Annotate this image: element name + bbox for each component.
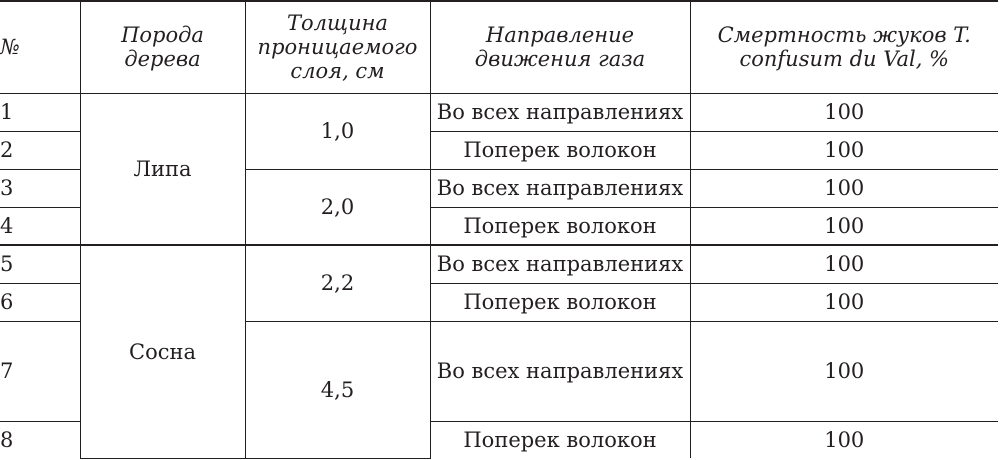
row-number: 8 <box>0 421 80 458</box>
table-body <box>0 93 998 458</box>
row-number: 6 <box>0 283 80 321</box>
thickness-cell: 4,5 <box>245 321 430 458</box>
mortality-cell: 100 <box>690 131 998 169</box>
row-number: 7 <box>0 321 80 421</box>
header-species: Порода дерева <box>80 1 245 93</box>
thickness-cell: 2,0 <box>245 169 430 245</box>
direction-cell: Поперек волокон <box>430 131 690 169</box>
direction-cell: Поперек волокон <box>430 283 690 321</box>
mortality-cell: 100 <box>690 93 998 131</box>
header-thickness: Толщина проницаемого слоя, см <box>245 1 430 93</box>
mortality-cell: 100 <box>690 283 998 321</box>
thickness-cell: 2,2 <box>245 245 430 321</box>
species-cell: Сосна <box>80 245 245 458</box>
thickness-cell: 1,0 <box>245 93 430 169</box>
table-row <box>0 93 998 131</box>
direction-cell: Во всех направлениях <box>430 245 690 283</box>
species-cell: Липа <box>80 93 245 245</box>
row-number: 1 <box>0 93 80 131</box>
direction-cell: Поперек волокон <box>430 207 690 245</box>
table-header <box>0 1 998 93</box>
direction-cell: Во всех направлениях <box>430 93 690 131</box>
row-number: 4 <box>0 207 80 245</box>
direction-cell: Поперек волокон <box>430 421 690 458</box>
mortality-cell: 100 <box>690 207 998 245</box>
mortality-cell: 100 <box>690 421 998 458</box>
mortality-cell: 100 <box>690 321 998 421</box>
row-number: 3 <box>0 169 80 207</box>
mortality-cell: 100 <box>690 169 998 207</box>
mortality-cell: 100 <box>690 245 998 283</box>
row-number: 2 <box>0 131 80 169</box>
direction-cell: Во всех направлениях <box>430 169 690 207</box>
header-number: № <box>0 1 80 93</box>
row-number: 5 <box>0 245 80 283</box>
direction-cell: Во всех направлениях <box>430 321 690 421</box>
header-mortality: Смертность жуков T. confusum du Val, % <box>690 1 998 93</box>
table-row <box>0 245 998 283</box>
header-direction: Направление движения газа <box>430 1 690 93</box>
header-row <box>0 1 998 93</box>
